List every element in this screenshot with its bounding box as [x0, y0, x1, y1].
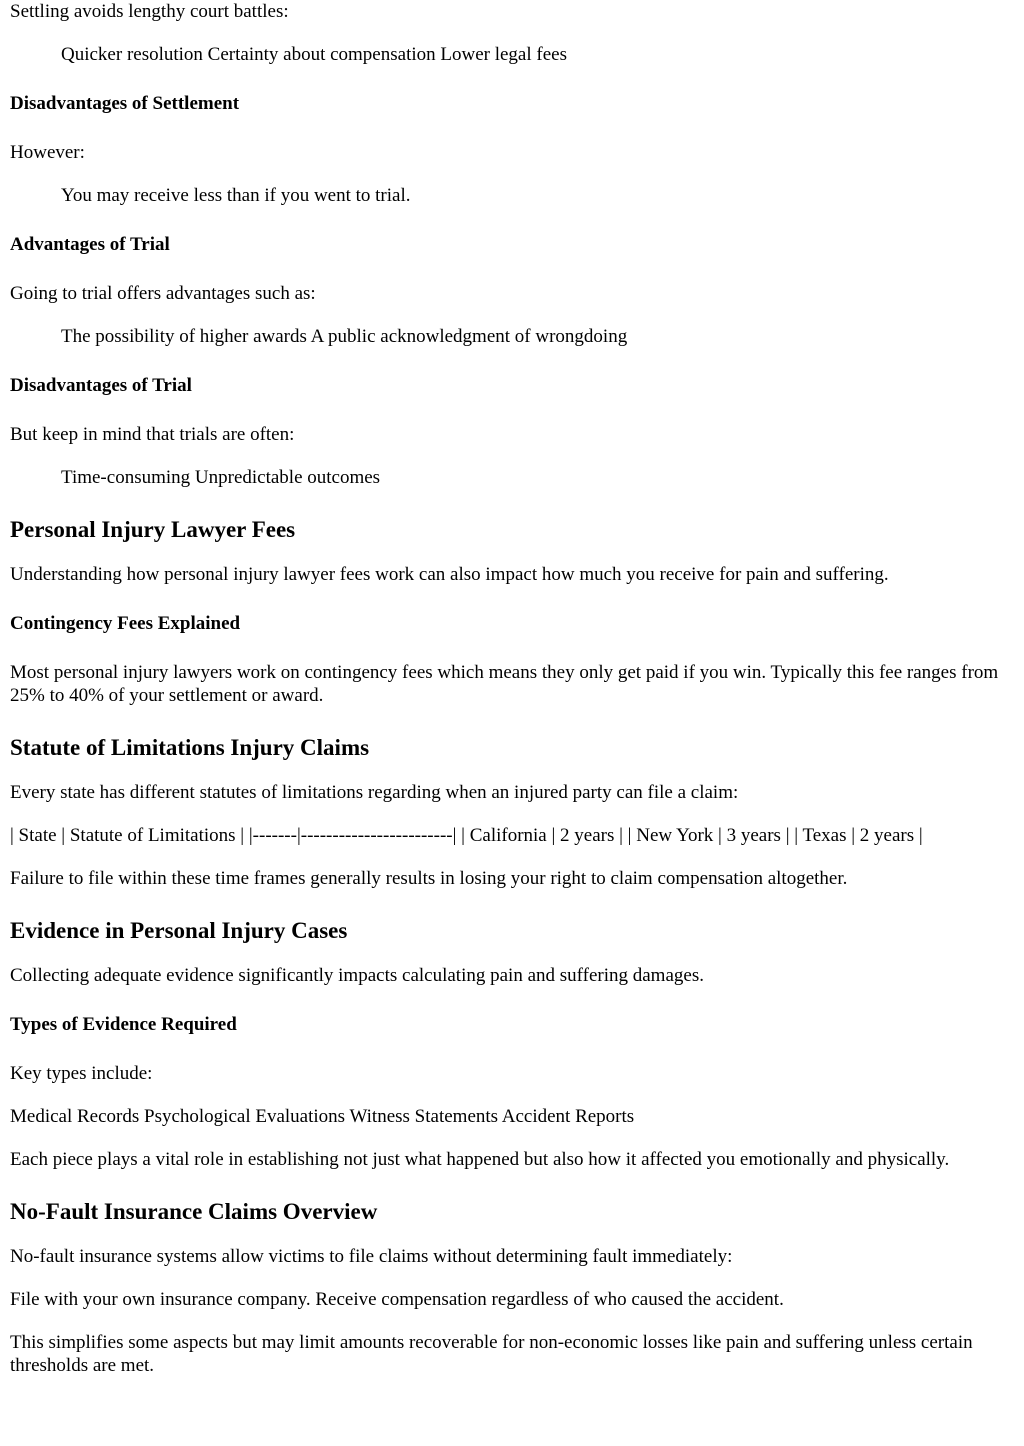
nofault-summary: This simplifies some aspects but may limit amounts recoverable for non-economic losses like pain and suffering unless certain thresholds are met.: [10, 1332, 973, 1376]
statute-heading: Statute of Limitations Injury Claims: [10, 735, 370, 760]
contingency-heading: Contingency Fees Explained: [10, 613, 241, 634]
statute-warning: Failure to file within these time frames generally results in losing your right to claim compensation altogether.: [10, 868, 848, 889]
fees-heading: Personal Injury Lawyer Fees: [10, 517, 296, 542]
nofault-list: File with your own insurance company. Receive compensation regardless of who caused the accident.: [10, 1289, 784, 1310]
settlement-disadvantage-item: You may receive less than if you went to trial.: [61, 185, 411, 206]
nofault-intro: No-fault insurance systems allow victims to file claims without determining fault immediately:: [10, 1246, 733, 1267]
trial-intro: Going to trial offers advantages such as:: [10, 283, 316, 304]
evidence-heading: Evidence in Personal Injury Cases: [10, 918, 348, 943]
however-text: However:: [10, 142, 85, 163]
trial-caution: But keep in mind that trials are often:: [10, 424, 295, 445]
contingency-text: Most personal injury lawyers work on contingency fees which means they only get paid if you win. Typically this fee ranges from 25% to 40% of your settlement or award.: [10, 662, 999, 706]
statute-intro: Every state has different statutes of limitations regarding when an injured party can file a claim:: [10, 782, 739, 803]
advantages-trial-heading: Advantages of Trial: [10, 234, 170, 255]
statute-table-text: | State | Statute of Limitations | |-------|------------------------| | California | 2 years | | New York | 3 years | | Texas | 2 years |: [10, 825, 923, 846]
trial-disadvantages-list: Time-consuming Unpredictable outcomes: [61, 467, 381, 488]
fees-intro: Understanding how personal injury lawyer fees work can also impact how much you receive for pain and suffering.: [10, 564, 889, 585]
trial-advantages-list: The possibility of higher awards A public acknowledgment of wrongdoing: [61, 326, 628, 347]
evidence-role: Each piece plays a vital role in establishing not just what happened but also how it affected you emotionally and physically.: [10, 1149, 950, 1170]
disadvantages-trial-heading: Disadvantages of Trial: [10, 375, 192, 396]
key-types-text: Key types include:: [10, 1063, 153, 1084]
evidence-types-heading: Types of Evidence Required: [10, 1014, 237, 1035]
disadvantages-settlement-heading: Disadvantages of Settlement: [10, 93, 240, 114]
evidence-list: Medical Records Psychological Evaluations Witness Statements Accident Reports: [10, 1106, 635, 1127]
settlement-intro: Settling avoids lengthy court battles:: [10, 1, 289, 22]
nofault-heading: No-Fault Insurance Claims Overview: [10, 1199, 378, 1224]
evidence-intro: Collecting adequate evidence significantly impacts calculating pain and suffering damages.: [10, 965, 704, 986]
settlement-advantages-list: Quicker resolution Certainty about compensation Lower legal fees: [61, 44, 567, 65]
